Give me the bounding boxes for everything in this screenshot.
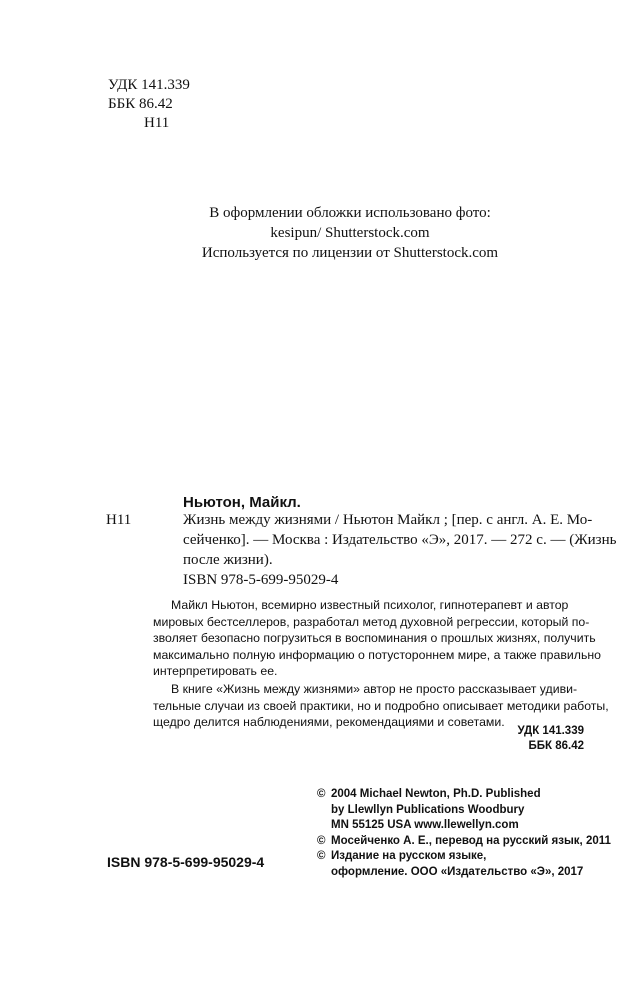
record-class-mark: Н11 <box>106 512 132 528</box>
annotation-line: мировых бестселлеров, разработал метод духовной регрессии, который по- <box>153 614 590 629</box>
biblio-line-1: Жизнь между жизнями / Ньютон Майкл ; [пер. с англ. А. Е. Мо- <box>183 512 593 528</box>
credit-line-2: kesipun/ Shutterstock.com <box>270 225 430 241</box>
credit-line-3: Используется по лицензии от Shutterstock.com <box>201 245 499 261</box>
record-isbn: ISBN 978-5-699-95029-4 <box>183 572 339 588</box>
copyright-symbol: © <box>317 850 326 863</box>
bbk-code: ББК 86.42 <box>528 740 584 752</box>
cover-photo-credit <box>120 203 580 263</box>
udk-code: УДК 141.339 <box>517 725 584 737</box>
record-author: Ньютон, Майкл. <box>183 494 301 511</box>
udk-code: УДК 141.339 <box>108 77 190 93</box>
copyright-line: by Llewllyn Publications Woodbury <box>331 803 525 816</box>
copyright-block <box>317 787 611 881</box>
annotation-paragraph-1 <box>153 597 601 680</box>
copyright-symbol: © <box>317 788 326 800</box>
annotation-line: максимально полную информацию о потустороннем мире, а также правильно <box>153 647 601 662</box>
copyright-line: оформление. ООО «Издательство «Э», 2017 <box>331 865 584 878</box>
footer-isbn: ISBN 978-5-699-95029-4 <box>107 854 265 870</box>
author-mark: Н11 <box>144 115 170 131</box>
classification-codes-top <box>108 76 190 133</box>
annotation-line: Майкл Ньютон, всемирно известный психолог, гипнотерапевт и автор <box>171 598 569 612</box>
annotation-line: В книге «Жизнь между жизнями» автор не просто рассказывает удиви- <box>171 681 578 696</box>
copyright-symbol: © <box>317 834 326 847</box>
annotation-line: зволяет безопасно погрузиться в воспоминания о прошлых жизнях, получить <box>153 631 596 646</box>
annotation-line: интерпретировать ее. <box>153 664 278 679</box>
copyright-line: © 2004 Michael Newton, Ph.D. Published <box>317 787 611 803</box>
credit-line-1: В оформлении обложки использовано фото: <box>209 205 491 221</box>
classification-codes-bottom <box>517 724 584 754</box>
annotation-line: тельные случаи из своей практики, но и подробно описывает методики работы, <box>153 698 609 713</box>
annotation-line: щедро делится наблюдениями, рекомендациями и советами. <box>153 715 505 730</box>
copyright-line: © Издание на русском языке, <box>317 849 611 865</box>
bbk-code: ББК 86.42 <box>108 96 173 112</box>
biblio-line-3: после жизни). <box>183 552 273 568</box>
copyright-line: MN 55125 USA www.llewellyn.com <box>331 819 519 832</box>
biblio-line-2: сейченко]. — Москва : Издательство «Э», 2017. — 272 с. — (Жизнь <box>183 532 617 548</box>
copyright-line: © Мосейченко А. Е., перевод на русский язык, 2011 <box>317 834 611 850</box>
bibliographic-description <box>183 510 617 570</box>
